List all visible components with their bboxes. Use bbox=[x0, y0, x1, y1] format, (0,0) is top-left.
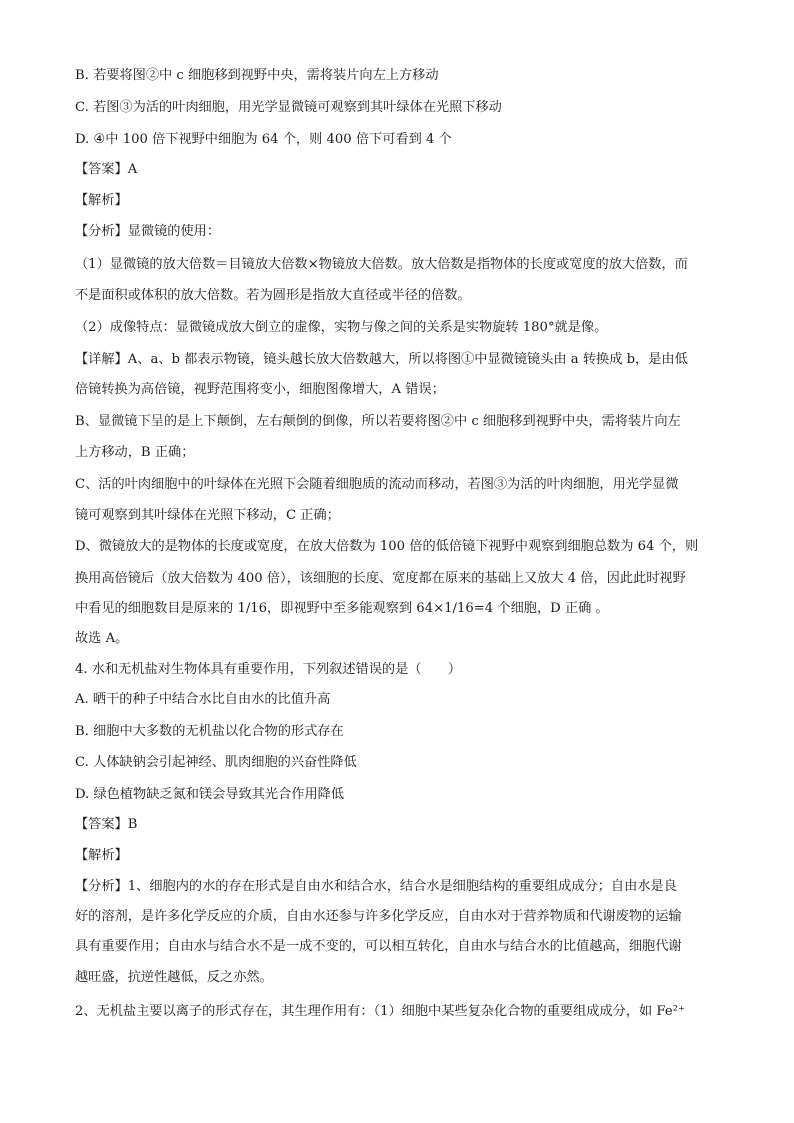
option-b: B. 若要将图②中 c 细胞移到视野中央，需将装片向左上方移动 bbox=[75, 68, 439, 83]
detail-line: 中看见的细胞数目是原来的 1/16，即视野中至多能观察到 64×1/16=4 个细胞，D 正确 。 bbox=[75, 601, 609, 616]
detail-line: 换用高倍镜后（放大倍数为 400 倍），该细胞的长度、宽度都在原来的基础上又放大 4 倍，因此此时视野 bbox=[75, 571, 686, 586]
detail-line: D、微镜放大的是物体的长度或宽度，在放大倍数为 100 倍的低倍镜下视野中观察到细胞总数为 64 个，则 bbox=[75, 539, 699, 554]
detail-line: 镜可观察到其叶绿体在光照下移动，C 正确； bbox=[75, 508, 340, 523]
explanation-label: 【解析】 bbox=[75, 193, 128, 208]
detail-line: 倍镜转换为高倍镜，视野范围将变小，细胞图像增大，A 错误； bbox=[75, 382, 445, 397]
q4-analysis-line: 具有重要作用；自由水与结合水不是一成不变的，可以相互转化，自由水与结合水的比值越高，细胞代谢 bbox=[75, 939, 682, 954]
q4-analysis-line: 好的溶剂，是许多化学反应的介质，自由水还参与许多化学反应，自由水对于营养物质和代谢废物的运输 bbox=[75, 909, 682, 924]
conclusion-line: 故选 A。 bbox=[75, 631, 129, 646]
question-4-stem: 4. 水和无机盐对生物体具有重要作用，下列叙述错误的是（ ） bbox=[75, 662, 462, 677]
q4-option-d: D. 绿色植物缺乏氮和镁会导致其光合作用降低 bbox=[75, 787, 345, 802]
detail-line: 上方移动，B 正确； bbox=[75, 445, 195, 460]
q4-explanation-label: 【解析】 bbox=[75, 848, 128, 863]
detail-line: 【详解】A、a、b 都表示物镜，镜头越长放大倍数越大，所以将图①中显微镜镜头由 a 转换成 b，是由低 bbox=[75, 352, 688, 367]
q4-option-c: C. 人体缺钠会引起神经、肌肉细胞的兴奋性降低 bbox=[75, 755, 357, 770]
q4-analysis-line: 【分析】1、细胞内的水的存在形式是自由水和结合水，结合水是细胞结构的重要组成成分；自由水是良 bbox=[75, 879, 677, 894]
q4-option-b: B. 细胞中大多数的无机盐以化合物的形式存在 bbox=[75, 724, 344, 739]
detail-line: C、活的叶肉细胞中的叶绿体在光照下会随着细胞质的流动而移动，若图③为活的叶肉细胞，用光学显微 bbox=[75, 477, 679, 492]
answer-label: 【答案】A bbox=[75, 162, 138, 177]
analysis-line: （1）显微镜的放大倍数＝目镜放大倍数×物镜放大倍数。放大倍数是指物体的长度或宽度的放大倍数，而 bbox=[75, 257, 688, 272]
analysis-line: （2）成像特点：显微镜成放大倒立的虚像，实物与像之间的关系是实物旋转 180°就是像。 bbox=[75, 320, 608, 335]
q4-option-a: A. 晒干的种子中结合水比自由水的比值升高 bbox=[75, 692, 331, 707]
analysis-heading: 【分析】显微镜的使用： bbox=[75, 224, 221, 239]
detail-line: B、显微镜下呈的是上下颠倒，左右颠倒的倒像，所以若要将图②中 c 细胞移到视野中央，需将装片向左 bbox=[75, 414, 681, 429]
analysis-line: 不是面积或体积的放大倍数。若为圆形是指放大直径或半径的倍数。 bbox=[75, 288, 471, 303]
option-d: D. ④中 100 倍下视野中细胞为 64 个，则 400 倍下可看到 4 个 bbox=[75, 132, 452, 147]
q4-analysis-line: 越旺盛，抗逆性越低，反之亦然。 bbox=[75, 970, 273, 985]
option-c: C. 若图③为活的叶肉细胞，用光学显微镜可观察到其叶绿体在光照下移动 bbox=[75, 100, 502, 115]
q4-answer-label: 【答案】B bbox=[75, 817, 138, 832]
q4-analysis-line: 2、无机盐主要以离子的形式存在，其生理作用有：（1）细胞中某些复杂化合物的重要组成成分，如 Fe²⁺ bbox=[75, 1004, 685, 1019]
